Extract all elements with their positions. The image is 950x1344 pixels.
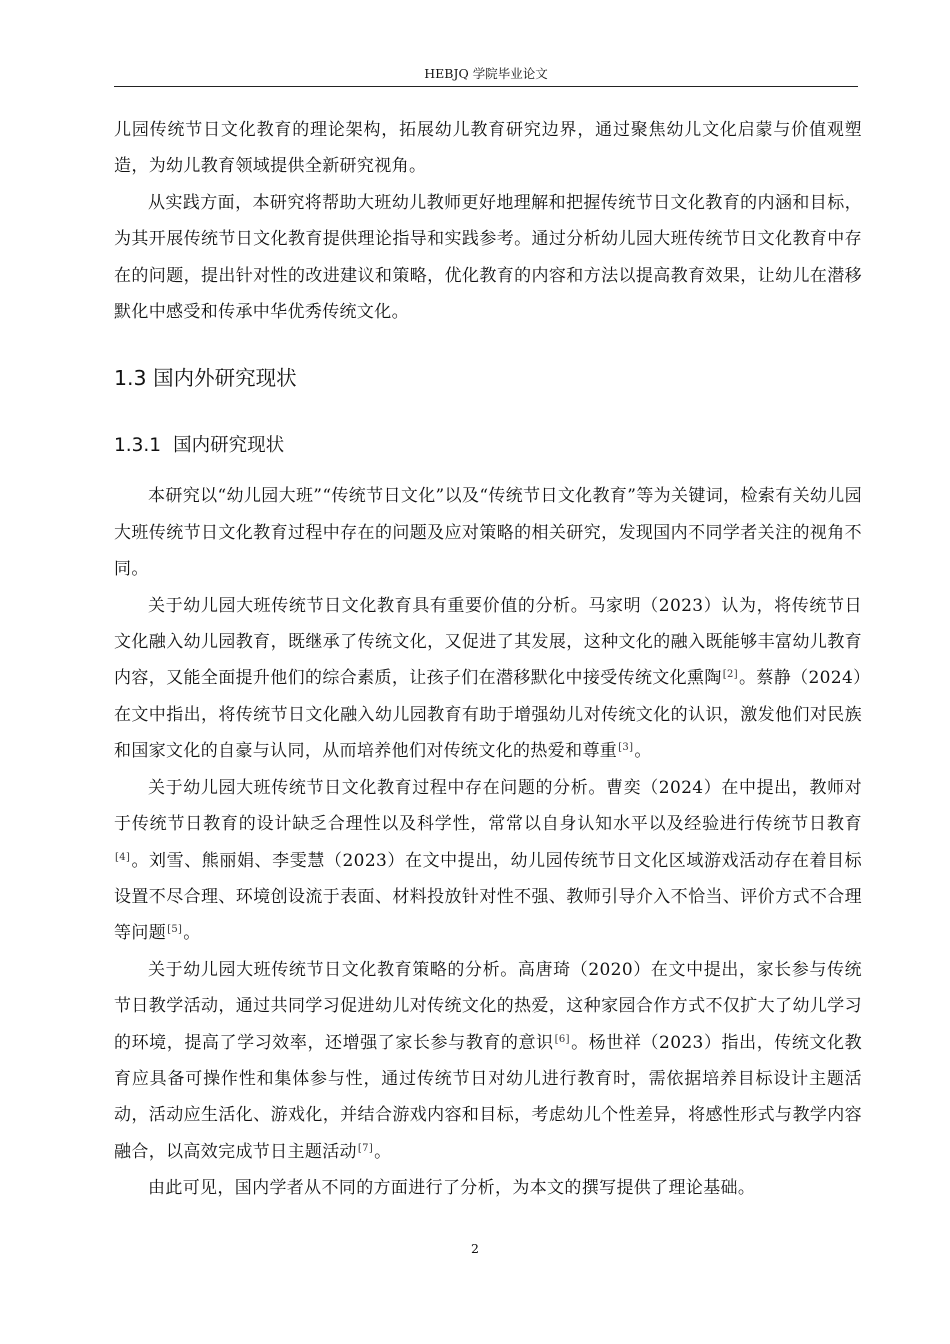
paragraph-keywords: 本研究以“幼儿园大班”“传统节日文化”以及“传统节日文化教育”等为关键词，检索有关幼儿园大班传统节日文化教育过程中存在的问题及应对策略的相关研究，发现国内不同学者关注的视角不同。 (114, 486, 862, 580)
paragraph-practice: 从实践方面，本研究将帮助大班幼儿教师更好地理解和把握传统节日文化教育的内涵和目标，为其开展传统节日文化教育提供理论指导和实践参考。通过分析幼儿园大班传统节日文化教育中存在的问题，提出针对性的改进建议和策略，优化教育的内容和方法以提高教育效果，让幼儿在潜移默化中感受和传承中华优秀传统文化。 (114, 192, 862, 323)
subsection-title: 国内研究现状 (173, 435, 285, 457)
subsection-number: 1.3.1 (114, 435, 162, 457)
citation-5: [5] (167, 924, 183, 936)
paragraph-text: 。 (374, 1141, 392, 1162)
subsection-heading (114, 414, 862, 478)
paragraph-text: 。 (634, 741, 652, 762)
paragraph-text: 。蔡静（2024）在文中指出，将传统节日文化融入幼儿园教育有助于增强幼儿对传统文化的认识，激发他们对民族和国家文化的自豪与认同，从而培养他们对传统文化的热爱和尊重 (114, 668, 863, 762)
paragraph-conclusion: 由此可见，国内学者从不同的方面进行了分析，为本文的撰写提供了理论基础。 (148, 1178, 756, 1199)
paragraph-text: 关于幼儿园大班传统节日文化教育策略的分析。高唐琦（2020）在文中提出，家长参与传统节日教学活动，通过共同学习促进幼儿对传统文化的热爱，这种家园合作方式不仅扩大了幼儿学习的环境，提高了学习效率，还增强了家长参与教育的意识 (114, 959, 862, 1053)
paragraph-continued: 儿园传统节日文化教育的理论架构，拓展幼儿教育研究边界，通过聚焦幼儿文化启蒙与价值观塑造，为幼儿教育领域提供全新研究视角。 (114, 120, 862, 177)
citation-3: [3] (618, 742, 634, 754)
page-number: 2 (471, 1241, 479, 1256)
paragraph-value-analysis (114, 588, 862, 770)
paragraph-text: 关于幼儿园大班传统节日文化教育具有重要价值的分析。马家明（2023）认为，将传统节日文化融入幼儿园教育，既继承了传统文化，又促进了其发展，这种文化的融入既能够丰富幼儿教育内容，又能全面提升他们的综合素质，让孩子们在潜移默化中接受传统文化熏陶 (114, 595, 862, 689)
paragraph-text: 。杨世祥（2023）指出，传统文化教育应具备可操作性和集体参与性，通过传统节日对幼儿进行教育时，需依据培养目标设计主题活动，活动应生活化、游戏化，并结合游戏内容和目标，考虑幼儿个性差异，将感性形式与教学内容融合，以高效完成节日主题活动 (114, 1032, 862, 1162)
citation-4: [4] (115, 851, 131, 863)
running-header: HEBJQ 学院毕业论文 (114, 66, 858, 87)
citation-7: [7] (357, 1142, 374, 1154)
paragraph-strategy-analysis (114, 952, 862, 1170)
paragraph-text: 关于幼儿园大班传统节日文化教育过程中存在问题的分析。曹奕（2024）在中提出，教师对于传统节日教育的设计缺乏合理性以及科学性，常常以自身认知水平以及经验进行传统节日教育 (114, 777, 862, 835)
paragraph-text: 。 (183, 923, 201, 944)
section-heading: 1.3 国内外研究现状 (114, 366, 297, 391)
citation-2: [2] (722, 669, 738, 681)
paragraph-problem-analysis (114, 770, 862, 952)
citation-6: [6] (554, 1033, 570, 1045)
paragraph-text: 。刘雪、熊丽娟、李雯慧（2023）在文中提出，幼儿园传统节日文化区域游戏活动存在着目标设置不尽合理、环境创设流于表面、材料投放针对性不强、教师引导介入不恰当、评价方式不合理等问题 (114, 850, 862, 944)
page-body (114, 112, 862, 1207)
